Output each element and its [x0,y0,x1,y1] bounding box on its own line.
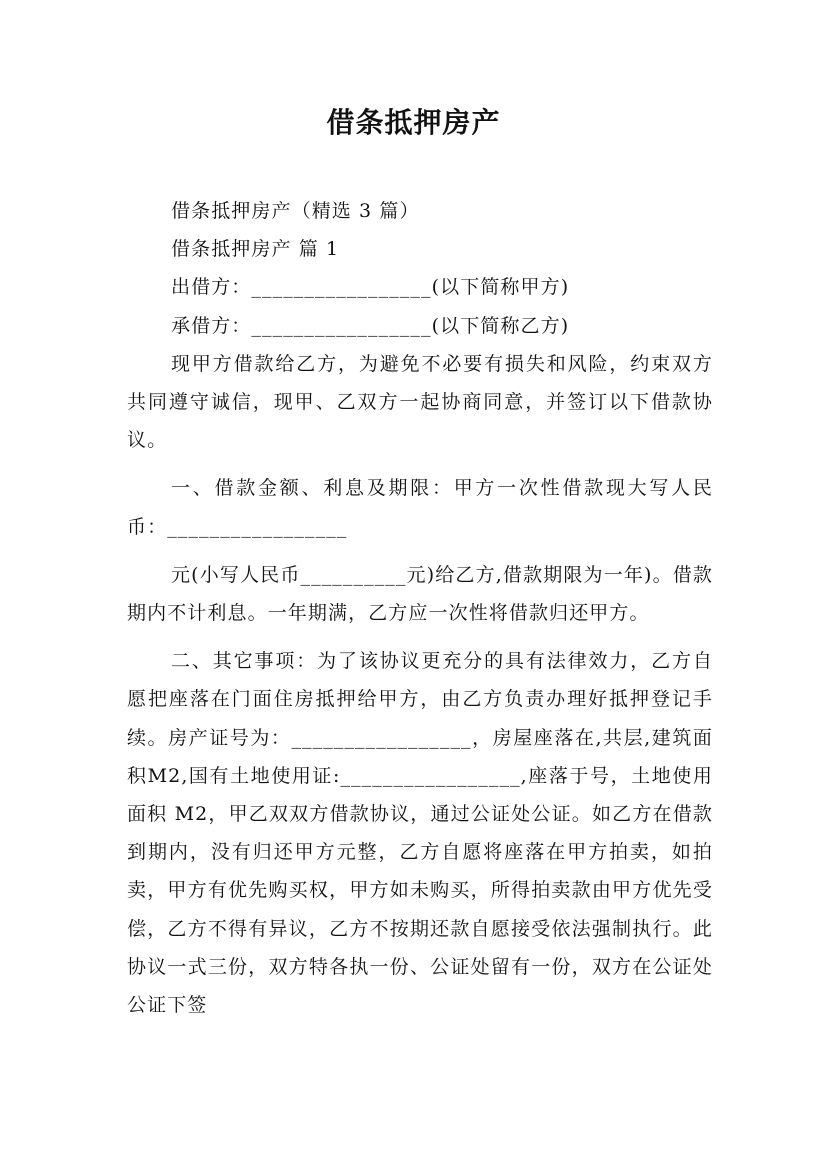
chapter-title: 借条抵押房产 篇 1 [171,238,340,261]
document-body [127,192,713,1024]
borrower-line: 承借方：_________________(以下简称乙方) [171,314,570,337]
document-title: 借条抵押房产 [326,106,501,139]
clause2-paragraph: 二、其它事项：为了该协议更充分的具有法律效力，乙方自愿把座落在门面住房抵押给甲方，由乙方负责办理好抵押登记手续。房产证号为：_________________，房屋座落在,共层,建筑面积M2,国有土地使用证:_________________,座落于号，土地使用面积 M2，甲乙双双方借款协议，通过公证处公证。如乙方在借款到期内，没有归还甲方元整，乙方自愿将座落在甲方拍卖，如拍卖，甲方有优先购买权，甲方如未购买，所得拍卖款由甲方优先受偿，乙方不得有异议，乙方不按期还款自愿接受依法强制执行。此协议一式三份，双方特各执一份、公证处留有一份，双方在公证处公证下签 [127,650,713,1016]
preamble-paragraph: 现甲方借款给乙方，为避免不必要有损失和风险，约束双方共同遵守诚信，现甲、乙双方一起协商同意，并签订以下借款协议。 [127,352,713,452]
collection-title: 借条抵押房产（精选 3 篇） [171,200,420,222]
clause1-continued-paragraph: 元(小写人民币__________元)给乙方,借款期限为一年)。借款期内不计利息。一年期满，乙方应一次性将借款归还甲方。 [127,563,713,624]
clause1-paragraph: 一、借款金额、利息及期限：甲方一次性借款现大写人民币：_________________ [127,477,713,538]
lender-line: 出借方：_________________(以下简称甲方) [171,276,570,299]
